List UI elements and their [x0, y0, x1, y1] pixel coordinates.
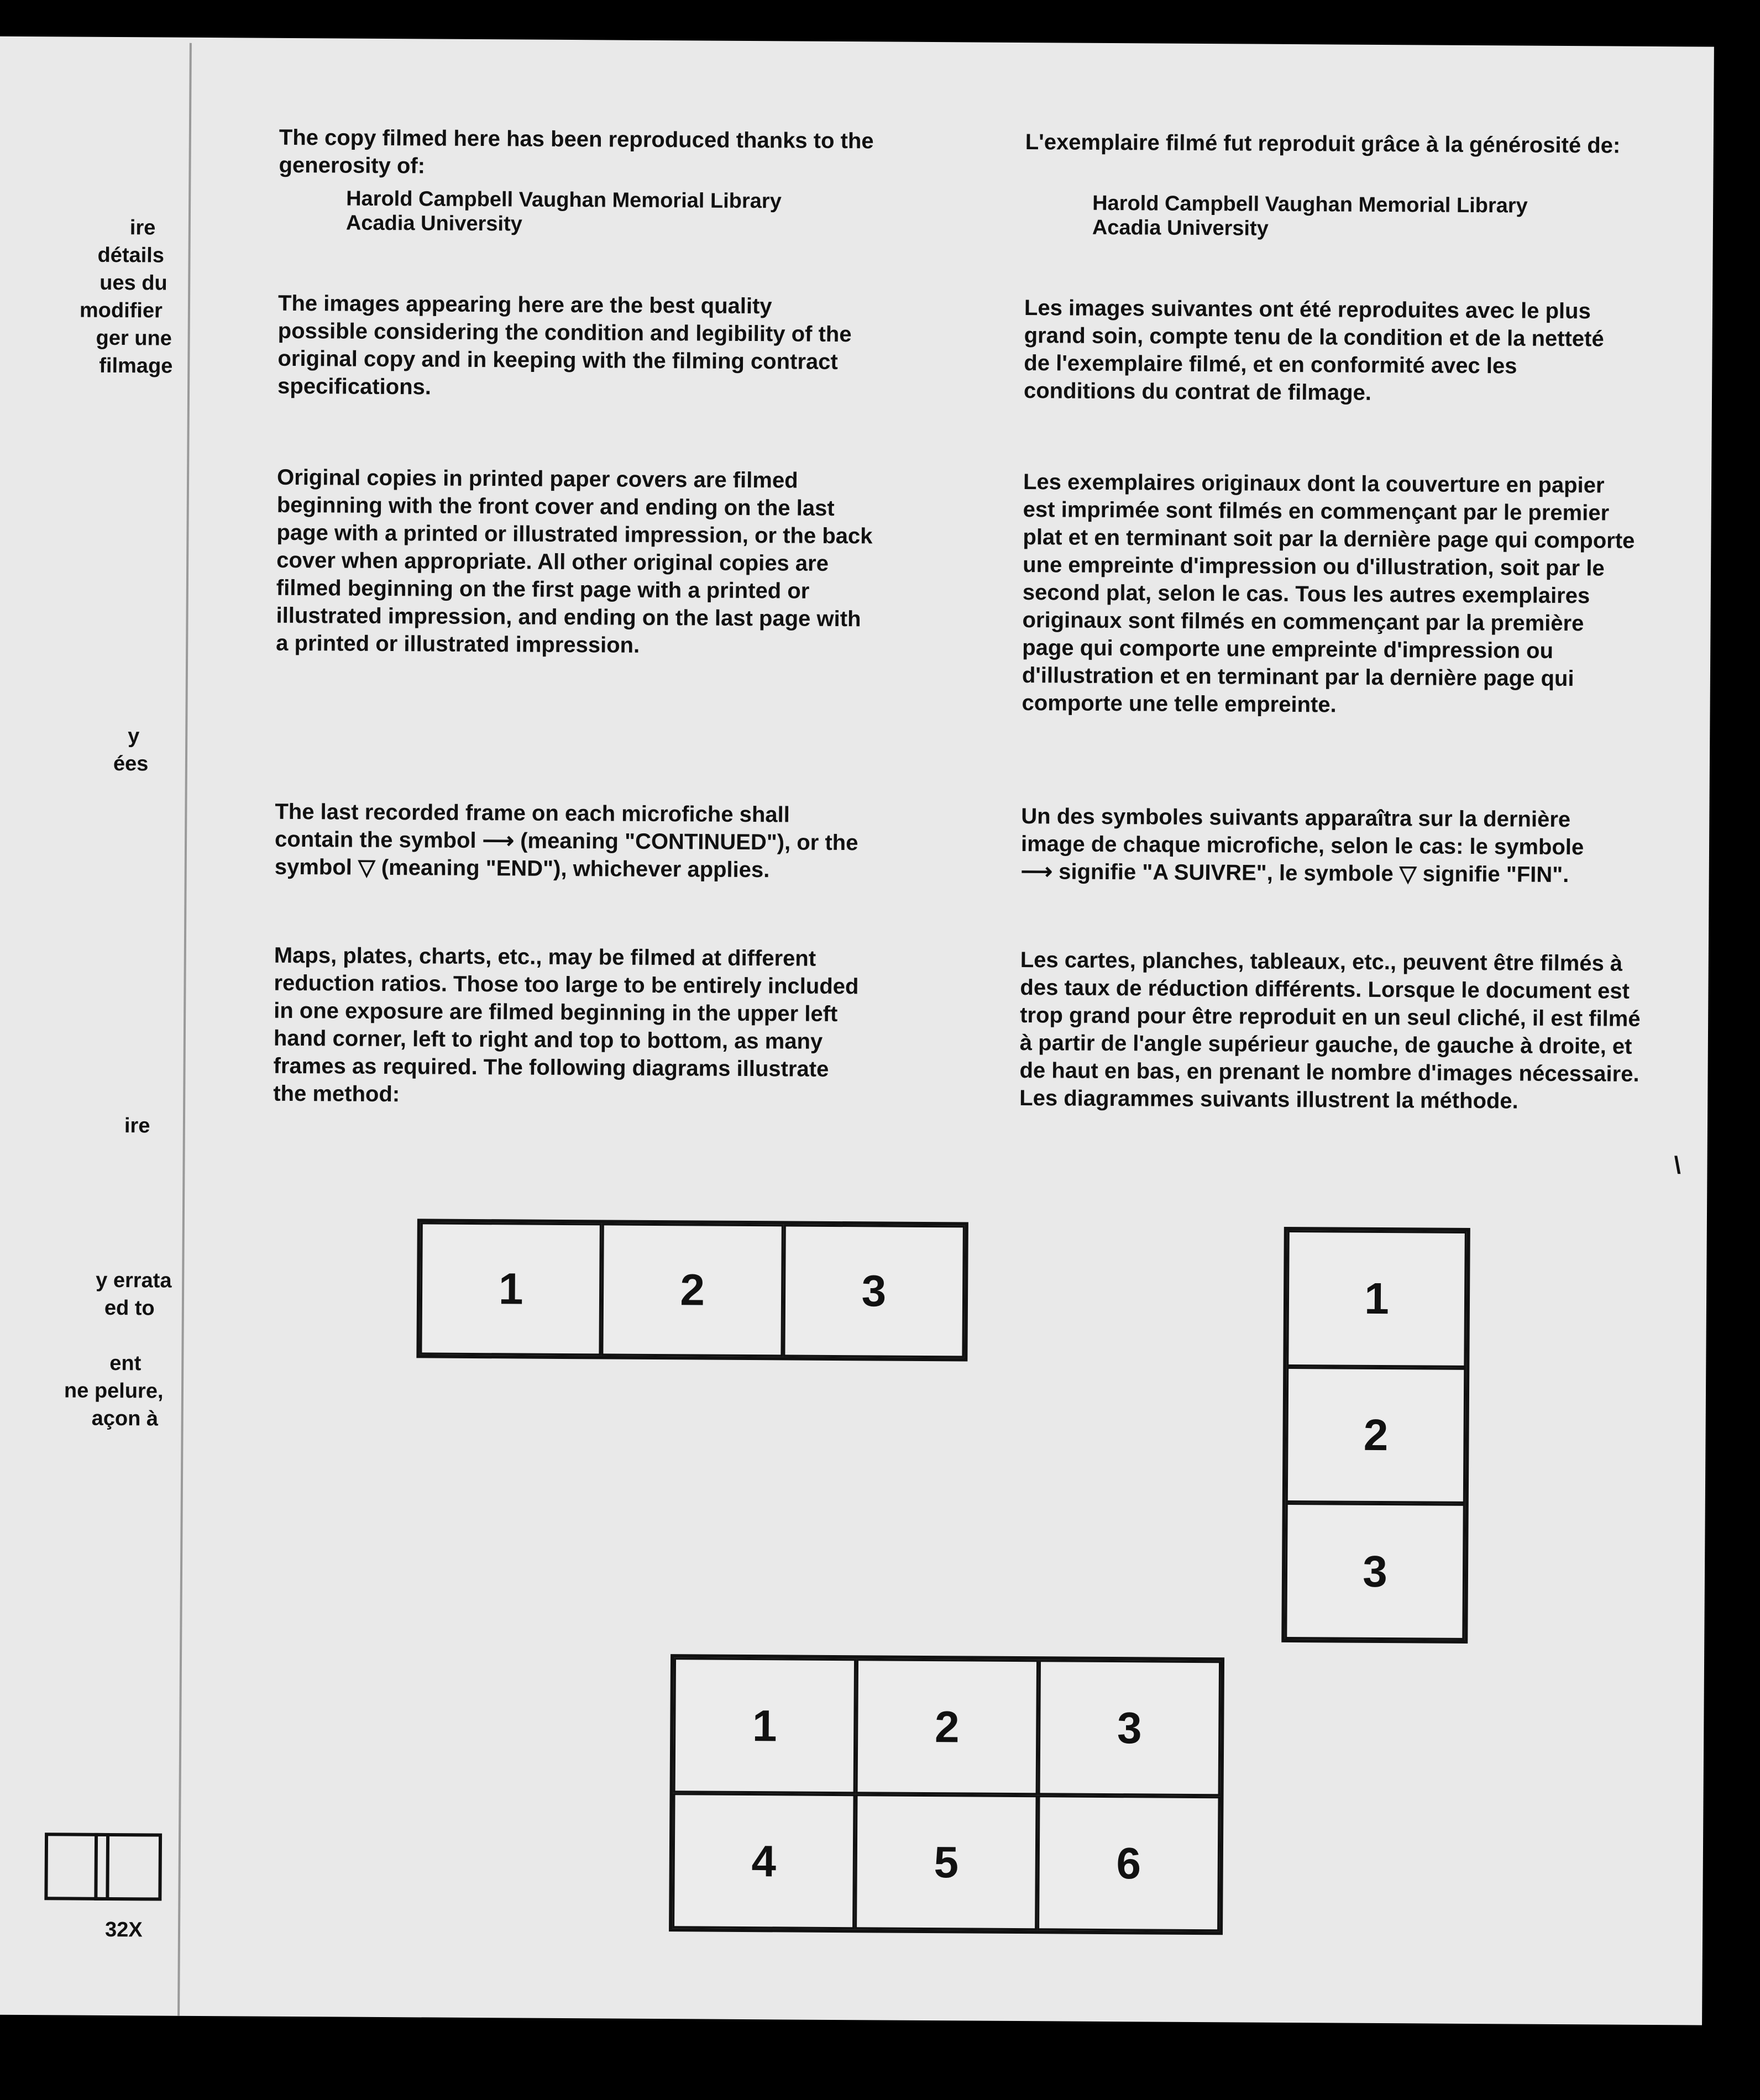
frame-cell: 2: [1286, 1367, 1466, 1504]
strip-line: filmage: [99, 354, 173, 378]
frame-cell: 4: [672, 1793, 855, 1929]
edge-scan-mark: \: [1674, 1152, 1681, 1179]
english-library-name: Harold Campbell Vaughan Memorial Library: [346, 187, 782, 213]
strip-line: ues du: [99, 271, 167, 295]
strip-line: détails: [97, 243, 165, 267]
english-originals-paragraph: Original copies in printed paper covers are filmed beginning with the front cover and ending on the last page with a printed or illustrated impression, or the back cover when appropriate. All other original copies are filmed beginning on the first page with a printed or illustrated impression, and ending on the last page with a printed or illustrated impression.: [276, 465, 873, 658]
strip-line: ire: [129, 216, 156, 240]
strip-line: y: [128, 725, 140, 748]
english-maps-paragraph: Maps, plates, charts, etc., may be filmed at different reduction ratios. Those too large to be entirely included in one exposure are filmed beginning in the upper left hand corner, left to right and top to bottom, as many frames as required. The following diagrams illustrate the method:: [273, 943, 859, 1107]
reduction-ratio-label: 32X: [104, 1918, 143, 1942]
frame-cell: 5: [855, 1794, 1038, 1930]
page-fold-line: [177, 43, 192, 2016]
english-symbol-paragraph: The last recorded frame on each microfiche shall contain the symbol ⟶ (meaning "CONTINUED"), or the symbol ▽ (meaning "END"), whichever applies.: [274, 799, 858, 883]
strip-line: ne pelure,: [64, 1379, 164, 1403]
french-symbol-paragraph: Un des symboles suivants apparaîtra sur la dernière image de chaque microfiche, selon le cas: le symbole ⟶ signifie "A SUIVRE", le symbole ▽ signifie "FIN".: [1020, 804, 1584, 888]
french-quality-paragraph: Les images suivantes ont été reproduites avec le plus grand soin, compte tenu de la condition et de la netteté de l'exemplaire filmé, et en conformité avec les conditions du contrat de filmage.: [1023, 296, 1604, 405]
reduction-scale-box: [94, 1833, 162, 1901]
french-intro: L'exemplaire filmé fut reproduit grâce à la générosité de:: [1025, 130, 1621, 158]
french-maps-paragraph: Les cartes, planches, tableaux, etc., peuvent être filmés à des taux de réduction différents. Lorsque le document est trop grand pour être reproduit en un seul cliché, il est filmé à partir de l'angle supérieur gauche, de gauche à droite, et de haut en bas, en prenant le nombre d'images nécessaire. Les diagrammes suivants illustrent la méthode.: [1019, 948, 1641, 1114]
strip-line: ger une: [96, 326, 172, 350]
strip-line: ed to: [104, 1296, 155, 1320]
row-diagram: [416, 1219, 968, 1361]
strip-line: açon à: [91, 1406, 159, 1431]
frame-cell: 1: [420, 1222, 602, 1356]
frame-cell: 6: [1037, 1795, 1220, 1931]
frame-cell: 2: [601, 1223, 784, 1357]
strip-line: ent: [109, 1351, 142, 1376]
french-originals-paragraph: Les exemplaires originaux dont la couverture en papier est imprimée sont filmés en commençant par le premier plat et en terminant soit par la dernière page qui comporte une empreinte d'impression ou d'illustration, soit par le second plat, selon le cas. Tous les autres exemplaires originaux sont filmés en commençant par la première page qui comporte une empreinte d'impression ou d'illustration et en terminant par la dernière page qui comporte une telle empreinte.: [1022, 470, 1635, 717]
column-diagram: [1281, 1227, 1470, 1644]
grid-diagram: [669, 1654, 1224, 1935]
strip-line: ire: [124, 1114, 150, 1138]
frame-cell: 2: [856, 1658, 1039, 1795]
english-quality-paragraph: The images appearing here are the best quality possible considering the condition and legibility of the original copy and in keeping with the filming contract specifications.: [277, 291, 852, 400]
french-university: Acadia University: [1092, 216, 1269, 240]
frame-cell: 3: [1285, 1503, 1465, 1640]
frame-cell: 1: [673, 1657, 856, 1794]
french-library-name: Harold Campbell Vaughan Memorial Library: [1092, 191, 1528, 218]
english-university: Acadia University: [345, 211, 522, 236]
frame-cell: 1: [1286, 1230, 1467, 1368]
frame-cell: 3: [1038, 1660, 1221, 1796]
frame-cell: 3: [783, 1224, 965, 1358]
strip-line: y errata: [96, 1268, 172, 1293]
english-intro: The copy filmed here has been reproduced thanks to the generosity of:: [279, 125, 874, 179]
document-page: [0, 36, 1714, 2025]
strip-line: modifier: [79, 298, 163, 323]
strip-line: ées: [113, 752, 149, 776]
